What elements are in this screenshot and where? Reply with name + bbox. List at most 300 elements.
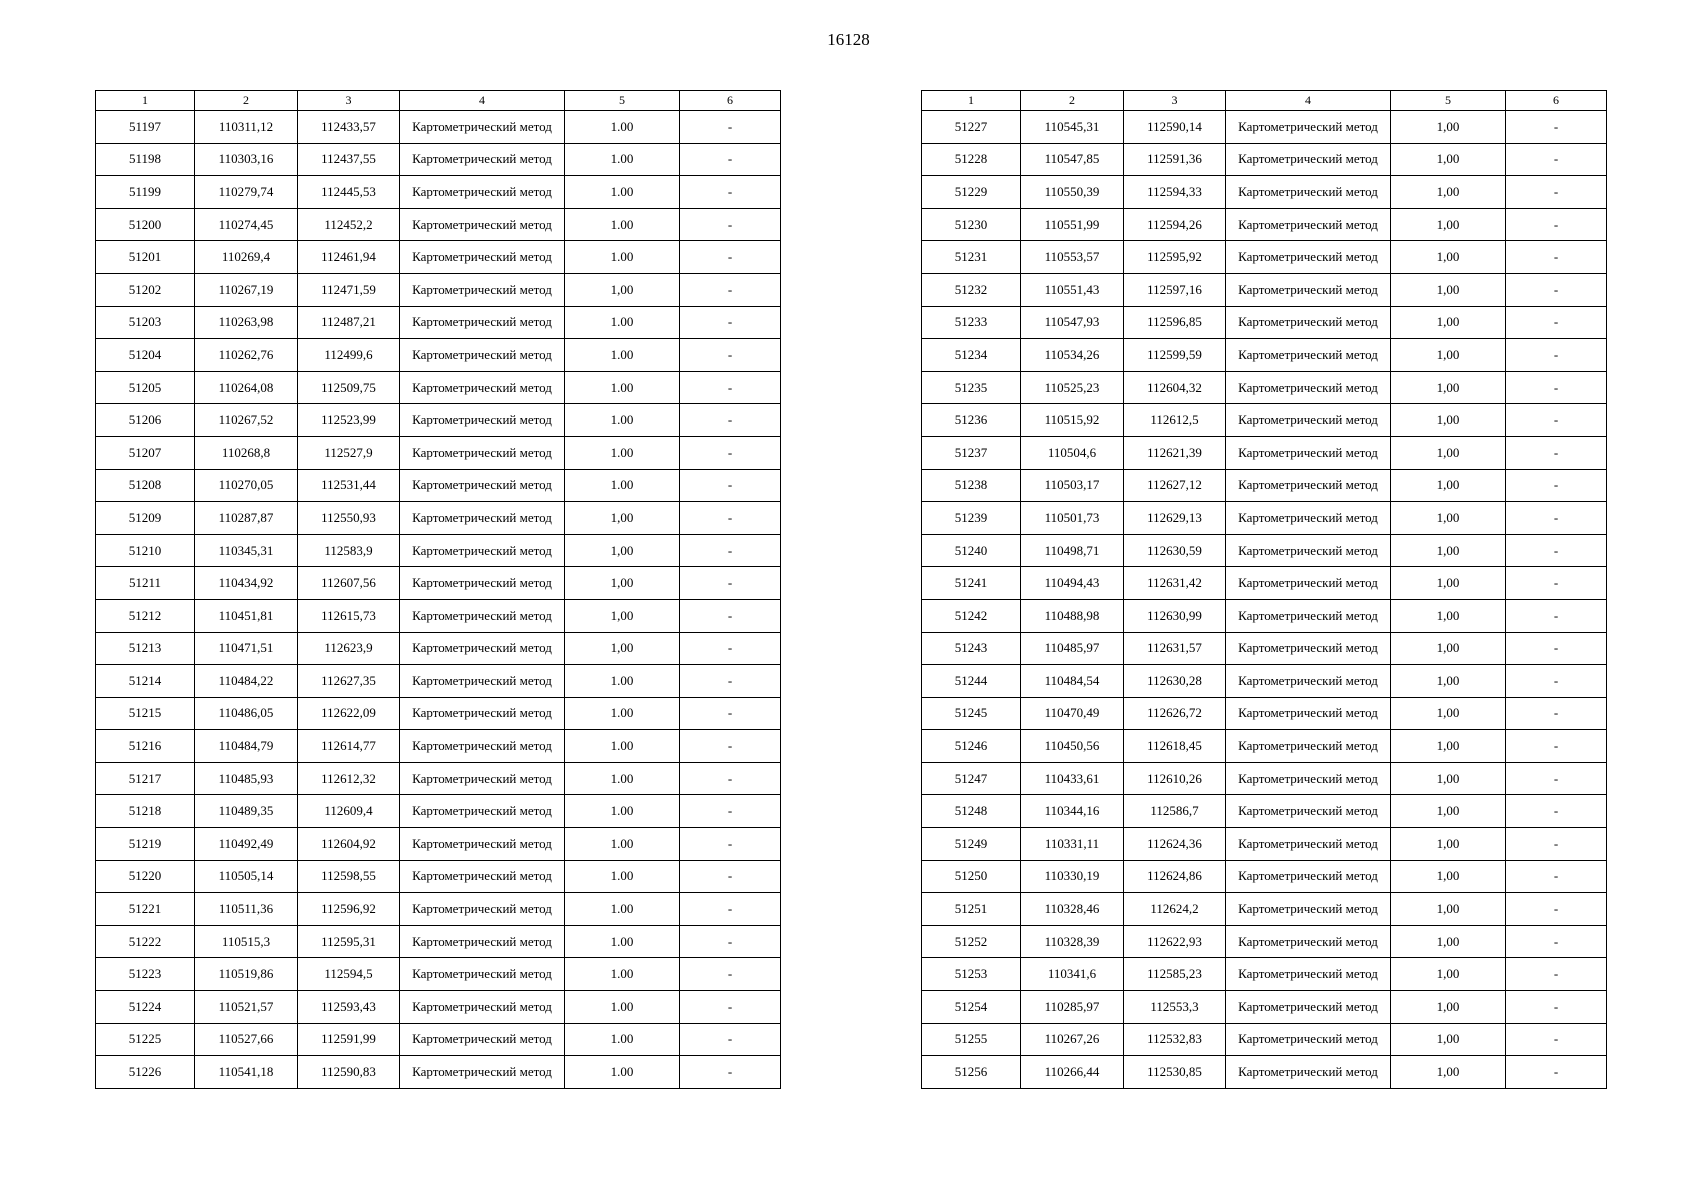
y-coordinate-cell: 112627,12 — [1124, 469, 1226, 502]
point-number-cell: 51254 — [922, 991, 1021, 1024]
accuracy-cell: 1.00 — [565, 991, 680, 1024]
accuracy-cell: 1,00 — [565, 273, 680, 306]
y-coordinate-cell: 112591,36 — [1124, 143, 1226, 176]
table-row — [96, 665, 781, 698]
point-number-cell: 51253 — [922, 958, 1021, 991]
x-coordinate-cell: 110545,31 — [1021, 111, 1124, 144]
accuracy-cell: 1.00 — [565, 143, 680, 176]
x-coordinate-cell: 110515,92 — [1021, 404, 1124, 437]
table-row — [96, 599, 781, 632]
point-number-cell: 51200 — [96, 208, 195, 241]
y-coordinate-cell: 112599,59 — [1124, 339, 1226, 372]
note-cell: - — [1506, 404, 1607, 437]
x-coordinate-cell: 110434,92 — [195, 567, 298, 600]
note-cell: - — [1506, 241, 1607, 274]
method-cell: Картометрический метод — [1226, 860, 1391, 893]
table-row — [96, 111, 781, 144]
x-coordinate-cell: 110489,35 — [195, 795, 298, 828]
point-number-cell: 51226 — [96, 1056, 195, 1089]
method-cell: Картометрический метод — [1226, 567, 1391, 600]
table-row — [96, 1023, 781, 1056]
x-coordinate-cell: 110279,74 — [195, 176, 298, 209]
x-coordinate-cell: 110486,05 — [195, 697, 298, 730]
accuracy-cell: 1.00 — [565, 893, 680, 926]
method-cell: Картометрический метод — [1226, 208, 1391, 241]
point-number-cell: 51209 — [96, 502, 195, 535]
x-coordinate-cell: 110345,31 — [195, 534, 298, 567]
table-body — [96, 111, 781, 1089]
x-coordinate-cell: 110551,43 — [1021, 273, 1124, 306]
table-row — [96, 534, 781, 567]
note-cell: - — [680, 860, 781, 893]
table-row — [922, 893, 1607, 926]
y-coordinate-cell: 112594,26 — [1124, 208, 1226, 241]
y-coordinate-cell: 112610,26 — [1124, 762, 1226, 795]
note-cell: - — [1506, 339, 1607, 372]
method-cell: Картометрический метод — [1226, 436, 1391, 469]
method-cell: Картометрический метод — [400, 469, 565, 502]
note-cell: - — [680, 1023, 781, 1056]
y-coordinate-cell: 112614,77 — [298, 730, 400, 763]
table-row — [96, 371, 781, 404]
x-coordinate-cell: 110267,52 — [195, 404, 298, 437]
x-coordinate-cell: 110330,19 — [1021, 860, 1124, 893]
accuracy-cell: 1.00 — [565, 828, 680, 861]
table-row — [922, 567, 1607, 600]
table-row — [922, 762, 1607, 795]
point-number-cell: 51205 — [96, 371, 195, 404]
point-number-cell: 51208 — [96, 469, 195, 502]
accuracy-cell: 1,00 — [1391, 241, 1506, 274]
note-cell: - — [680, 795, 781, 828]
accuracy-cell: 1.00 — [565, 665, 680, 698]
x-coordinate-cell: 110285,97 — [1021, 991, 1124, 1024]
table-row — [922, 632, 1607, 665]
accuracy-cell: 1,00 — [1391, 436, 1506, 469]
point-number-cell: 51212 — [96, 599, 195, 632]
header-row — [922, 91, 1607, 111]
point-number-cell: 51233 — [922, 306, 1021, 339]
method-cell: Картометрический метод — [400, 502, 565, 535]
y-coordinate-cell: 112594,5 — [298, 958, 400, 991]
table-row — [96, 436, 781, 469]
note-cell: - — [1506, 502, 1607, 535]
accuracy-cell: 1,00 — [1391, 306, 1506, 339]
accuracy-cell: 1,00 — [1391, 371, 1506, 404]
accuracy-cell: 1,00 — [1391, 404, 1506, 437]
y-coordinate-cell: 112487,21 — [298, 306, 400, 339]
x-coordinate-cell: 110551,99 — [1021, 208, 1124, 241]
point-number-cell: 51243 — [922, 632, 1021, 665]
note-cell: - — [1506, 860, 1607, 893]
y-coordinate-cell: 112499,6 — [298, 339, 400, 372]
page-number: 16128 — [827, 30, 870, 49]
point-number-cell: 51248 — [922, 795, 1021, 828]
y-coordinate-cell: 112594,33 — [1124, 176, 1226, 209]
table-row — [96, 208, 781, 241]
method-cell: Картометрический метод — [1226, 925, 1391, 958]
accuracy-cell: 1,00 — [1391, 599, 1506, 632]
table-row — [922, 599, 1607, 632]
point-number-cell: 51220 — [96, 860, 195, 893]
note-cell: - — [1506, 665, 1607, 698]
method-cell: Картометрический метод — [1226, 762, 1391, 795]
method-cell: Картометрический метод — [1226, 991, 1391, 1024]
note-cell: - — [680, 404, 781, 437]
y-coordinate-cell: 112550,93 — [298, 502, 400, 535]
x-coordinate-cell: 110451,81 — [195, 599, 298, 632]
method-cell: Картометрический метод — [1226, 371, 1391, 404]
x-coordinate-cell: 110534,26 — [1021, 339, 1124, 372]
y-coordinate-cell: 112624,36 — [1124, 828, 1226, 861]
table-row — [96, 632, 781, 665]
column-header-6: 6 — [680, 91, 781, 111]
method-cell: Картометрический метод — [400, 697, 565, 730]
method-cell: Картометрический метод — [400, 436, 565, 469]
point-number-cell: 51231 — [922, 241, 1021, 274]
x-coordinate-cell: 110547,93 — [1021, 306, 1124, 339]
note-cell: - — [1506, 371, 1607, 404]
point-number-cell: 51202 — [96, 273, 195, 306]
note-cell: - — [680, 730, 781, 763]
table-row — [96, 567, 781, 600]
point-number-cell: 51224 — [96, 991, 195, 1024]
method-cell: Картометрический метод — [1226, 893, 1391, 926]
note-cell: - — [680, 599, 781, 632]
x-coordinate-cell: 110267,19 — [195, 273, 298, 306]
table-row — [922, 208, 1607, 241]
x-coordinate-cell: 110498,71 — [1021, 534, 1124, 567]
note-cell: - — [680, 371, 781, 404]
note-cell: - — [1506, 730, 1607, 763]
x-coordinate-cell: 110547,85 — [1021, 143, 1124, 176]
note-cell: - — [1506, 1056, 1607, 1089]
x-coordinate-cell: 110501,73 — [1021, 502, 1124, 535]
point-number-cell: 51250 — [922, 860, 1021, 893]
accuracy-cell: 1.00 — [565, 762, 680, 795]
x-coordinate-cell: 110553,57 — [1021, 241, 1124, 274]
method-cell: Картометрический метод — [400, 339, 565, 372]
x-coordinate-cell: 110267,26 — [1021, 1023, 1124, 1056]
point-number-cell: 51238 — [922, 469, 1021, 502]
y-coordinate-cell: 112612,32 — [298, 762, 400, 795]
accuracy-cell: 1.00 — [565, 371, 680, 404]
method-cell: Картометрический метод — [400, 534, 565, 567]
point-number-cell: 51255 — [922, 1023, 1021, 1056]
table-row — [96, 795, 781, 828]
point-number-cell: 51211 — [96, 567, 195, 600]
accuracy-cell: 1.00 — [565, 1056, 680, 1089]
note-cell: - — [1506, 306, 1607, 339]
accuracy-cell: 1,00 — [1391, 273, 1506, 306]
header-row — [96, 91, 781, 111]
point-number-cell: 51198 — [96, 143, 195, 176]
note-cell: - — [680, 241, 781, 274]
point-number-cell: 51215 — [96, 697, 195, 730]
y-coordinate-cell: 112629,13 — [1124, 502, 1226, 535]
note-cell: - — [680, 143, 781, 176]
x-coordinate-cell: 110311,12 — [195, 111, 298, 144]
x-coordinate-cell: 110266,44 — [1021, 1056, 1124, 1089]
table-row — [922, 697, 1607, 730]
note-cell: - — [1506, 143, 1607, 176]
note-cell: - — [680, 111, 781, 144]
point-number-cell: 51245 — [922, 697, 1021, 730]
accuracy-cell: 1,00 — [1391, 860, 1506, 893]
method-cell: Картометрический метод — [400, 208, 565, 241]
method-cell: Картометрический метод — [1226, 176, 1391, 209]
accuracy-cell: 1,00 — [1391, 469, 1506, 502]
method-cell: Картометрический метод — [400, 111, 565, 144]
method-cell: Картометрический метод — [400, 404, 565, 437]
method-cell: Картометрический метод — [1226, 697, 1391, 730]
y-coordinate-cell: 112596,85 — [1124, 306, 1226, 339]
table-row — [922, 111, 1607, 144]
column-header-3: 3 — [298, 91, 400, 111]
accuracy-cell: 1,00 — [1391, 697, 1506, 730]
x-coordinate-cell: 110525,23 — [1021, 371, 1124, 404]
y-coordinate-cell: 112623,9 — [298, 632, 400, 665]
method-cell: Картометрический метод — [1226, 469, 1391, 502]
point-number-cell: 51214 — [96, 665, 195, 698]
accuracy-cell: 1.00 — [565, 860, 680, 893]
method-cell: Картометрический метод — [1226, 632, 1391, 665]
y-coordinate-cell: 112509,75 — [298, 371, 400, 404]
table-row — [96, 762, 781, 795]
note-cell: - — [680, 502, 781, 535]
y-coordinate-cell: 112630,59 — [1124, 534, 1226, 567]
point-number-cell: 51197 — [96, 111, 195, 144]
y-coordinate-cell: 112591,99 — [298, 1023, 400, 1056]
y-coordinate-cell: 112461,94 — [298, 241, 400, 274]
method-cell: Картометрический метод — [400, 1023, 565, 1056]
accuracy-cell: 1,00 — [1391, 893, 1506, 926]
method-cell: Картометрический метод — [1226, 339, 1391, 372]
point-number-cell: 51237 — [922, 436, 1021, 469]
note-cell: - — [680, 762, 781, 795]
method-cell: Картометрический метод — [1226, 111, 1391, 144]
point-number-cell: 51199 — [96, 176, 195, 209]
note-cell: - — [1506, 567, 1607, 600]
point-number-cell: 51247 — [922, 762, 1021, 795]
y-coordinate-cell: 112604,92 — [298, 828, 400, 861]
table-row — [96, 143, 781, 176]
method-cell: Картометрический метод — [1226, 828, 1391, 861]
table-row — [96, 893, 781, 926]
accuracy-cell: 1.00 — [565, 176, 680, 209]
note-cell: - — [1506, 469, 1607, 502]
point-number-cell: 51256 — [922, 1056, 1021, 1089]
x-coordinate-cell: 110484,79 — [195, 730, 298, 763]
column-header-2: 2 — [195, 91, 298, 111]
method-cell: Картометрический метод — [1226, 241, 1391, 274]
x-coordinate-cell: 110485,97 — [1021, 632, 1124, 665]
method-cell: Картометрический метод — [1226, 795, 1391, 828]
method-cell: Картометрический метод — [1226, 730, 1391, 763]
table-row — [96, 730, 781, 763]
column-header-5: 5 — [1391, 91, 1506, 111]
accuracy-cell: 1,00 — [1391, 762, 1506, 795]
y-coordinate-cell: 112612,5 — [1124, 404, 1226, 437]
table-row — [922, 828, 1607, 861]
table-row — [922, 665, 1607, 698]
method-cell: Картометрический метод — [400, 893, 565, 926]
y-coordinate-cell: 112596,92 — [298, 893, 400, 926]
x-coordinate-cell: 110328,39 — [1021, 925, 1124, 958]
x-coordinate-cell: 110433,61 — [1021, 762, 1124, 795]
x-coordinate-cell: 110519,86 — [195, 958, 298, 991]
note-cell: - — [680, 958, 781, 991]
y-coordinate-cell: 112590,14 — [1124, 111, 1226, 144]
x-coordinate-cell: 110484,54 — [1021, 665, 1124, 698]
x-coordinate-cell: 110303,16 — [195, 143, 298, 176]
method-cell: Картометрический метод — [400, 730, 565, 763]
accuracy-cell: 1,00 — [1391, 502, 1506, 535]
x-coordinate-cell: 110505,14 — [195, 860, 298, 893]
table-row — [922, 306, 1607, 339]
table-row — [96, 697, 781, 730]
accuracy-cell: 1,00 — [1391, 925, 1506, 958]
table-row — [922, 404, 1607, 437]
method-cell: Картометрический метод — [400, 306, 565, 339]
method-cell: Картометрический метод — [1226, 306, 1391, 339]
y-coordinate-cell: 112583,9 — [298, 534, 400, 567]
method-cell: Картометрический метод — [400, 925, 565, 958]
y-coordinate-cell: 112627,35 — [298, 665, 400, 698]
x-coordinate-cell: 110450,56 — [1021, 730, 1124, 763]
accuracy-cell: 1,00 — [565, 502, 680, 535]
note-cell: - — [680, 567, 781, 600]
y-coordinate-cell: 112531,44 — [298, 469, 400, 502]
table-row — [922, 143, 1607, 176]
note-cell: - — [1506, 176, 1607, 209]
accuracy-cell: 1,00 — [1391, 632, 1506, 665]
point-number-cell: 51244 — [922, 665, 1021, 698]
y-coordinate-cell: 112624,2 — [1124, 893, 1226, 926]
table-row — [922, 795, 1607, 828]
coordinates-table-right — [921, 90, 1607, 1089]
table-row — [922, 469, 1607, 502]
accuracy-cell: 1,00 — [1391, 534, 1506, 567]
point-number-cell: 51230 — [922, 208, 1021, 241]
y-coordinate-cell: 112615,73 — [298, 599, 400, 632]
method-cell: Картометрический метод — [1226, 502, 1391, 535]
y-coordinate-cell: 112585,23 — [1124, 958, 1226, 991]
accuracy-cell: 1.00 — [565, 404, 680, 437]
method-cell: Картометрический метод — [400, 665, 565, 698]
method-cell: Картометрический метод — [400, 632, 565, 665]
column-header-1: 1 — [96, 91, 195, 111]
coordinates-table-left — [95, 90, 781, 1089]
accuracy-cell: 1.00 — [565, 208, 680, 241]
y-coordinate-cell: 112530,85 — [1124, 1056, 1226, 1089]
accuracy-cell: 1,00 — [565, 567, 680, 600]
point-number-cell: 51206 — [96, 404, 195, 437]
accuracy-cell: 1,00 — [1391, 339, 1506, 372]
method-cell: Картометрический метод — [400, 1056, 565, 1089]
table-row — [922, 925, 1607, 958]
point-number-cell: 51203 — [96, 306, 195, 339]
table-row — [922, 176, 1607, 209]
accuracy-cell: 1.00 — [565, 697, 680, 730]
point-number-cell: 51235 — [922, 371, 1021, 404]
note-cell: - — [1506, 632, 1607, 665]
y-coordinate-cell: 112433,57 — [298, 111, 400, 144]
table-row — [922, 436, 1607, 469]
x-coordinate-cell: 110503,17 — [1021, 469, 1124, 502]
point-number-cell: 51234 — [922, 339, 1021, 372]
point-number-cell: 51221 — [96, 893, 195, 926]
note-cell: - — [1506, 925, 1607, 958]
y-coordinate-cell: 112604,32 — [1124, 371, 1226, 404]
x-coordinate-cell: 110331,11 — [1021, 828, 1124, 861]
accuracy-cell: 1,00 — [1391, 828, 1506, 861]
method-cell: Картометрический метод — [1226, 404, 1391, 437]
x-coordinate-cell: 110471,51 — [195, 632, 298, 665]
accuracy-cell: 1.00 — [565, 795, 680, 828]
accuracy-cell: 1,00 — [1391, 1023, 1506, 1056]
table-row — [96, 404, 781, 437]
y-coordinate-cell: 112624,86 — [1124, 860, 1226, 893]
accuracy-cell: 1.00 — [565, 306, 680, 339]
y-coordinate-cell: 112553,3 — [1124, 991, 1226, 1024]
accuracy-cell: 1.00 — [565, 925, 680, 958]
table-row — [96, 502, 781, 535]
y-coordinate-cell: 112622,93 — [1124, 925, 1226, 958]
note-cell: - — [1506, 273, 1607, 306]
point-number-cell: 51218 — [96, 795, 195, 828]
note-cell: - — [1506, 599, 1607, 632]
y-coordinate-cell: 112471,59 — [298, 273, 400, 306]
point-number-cell: 51227 — [922, 111, 1021, 144]
note-cell: - — [680, 306, 781, 339]
y-coordinate-cell: 112607,56 — [298, 567, 400, 600]
method-cell: Картометрический метод — [400, 599, 565, 632]
point-number-cell: 51228 — [922, 143, 1021, 176]
accuracy-cell: 1.00 — [565, 469, 680, 502]
method-cell: Картометрический метод — [400, 273, 565, 306]
point-number-cell: 51207 — [96, 436, 195, 469]
point-number-cell: 51242 — [922, 599, 1021, 632]
accuracy-cell: 1,00 — [1391, 1056, 1506, 1089]
y-coordinate-cell: 112452,2 — [298, 208, 400, 241]
x-coordinate-cell: 110287,87 — [195, 502, 298, 535]
y-coordinate-cell: 112523,99 — [298, 404, 400, 437]
table-row — [96, 958, 781, 991]
x-coordinate-cell: 110541,18 — [195, 1056, 298, 1089]
table-row — [922, 339, 1607, 372]
note-cell: - — [1506, 534, 1607, 567]
accuracy-cell: 1.00 — [565, 339, 680, 372]
x-coordinate-cell: 110484,22 — [195, 665, 298, 698]
note-cell: - — [680, 436, 781, 469]
method-cell: Картометрический метод — [400, 371, 565, 404]
x-coordinate-cell: 110470,49 — [1021, 697, 1124, 730]
method-cell: Картометрический метод — [400, 828, 565, 861]
x-coordinate-cell: 110270,05 — [195, 469, 298, 502]
x-coordinate-cell: 110268,8 — [195, 436, 298, 469]
note-cell: - — [680, 176, 781, 209]
y-coordinate-cell: 112445,53 — [298, 176, 400, 209]
accuracy-cell: 1,00 — [1391, 795, 1506, 828]
x-coordinate-cell: 110485,93 — [195, 762, 298, 795]
x-coordinate-cell: 110263,98 — [195, 306, 298, 339]
point-number-cell: 51219 — [96, 828, 195, 861]
point-number-cell: 51246 — [922, 730, 1021, 763]
note-cell: - — [680, 469, 781, 502]
table-row — [96, 828, 781, 861]
point-number-cell: 51225 — [96, 1023, 195, 1056]
